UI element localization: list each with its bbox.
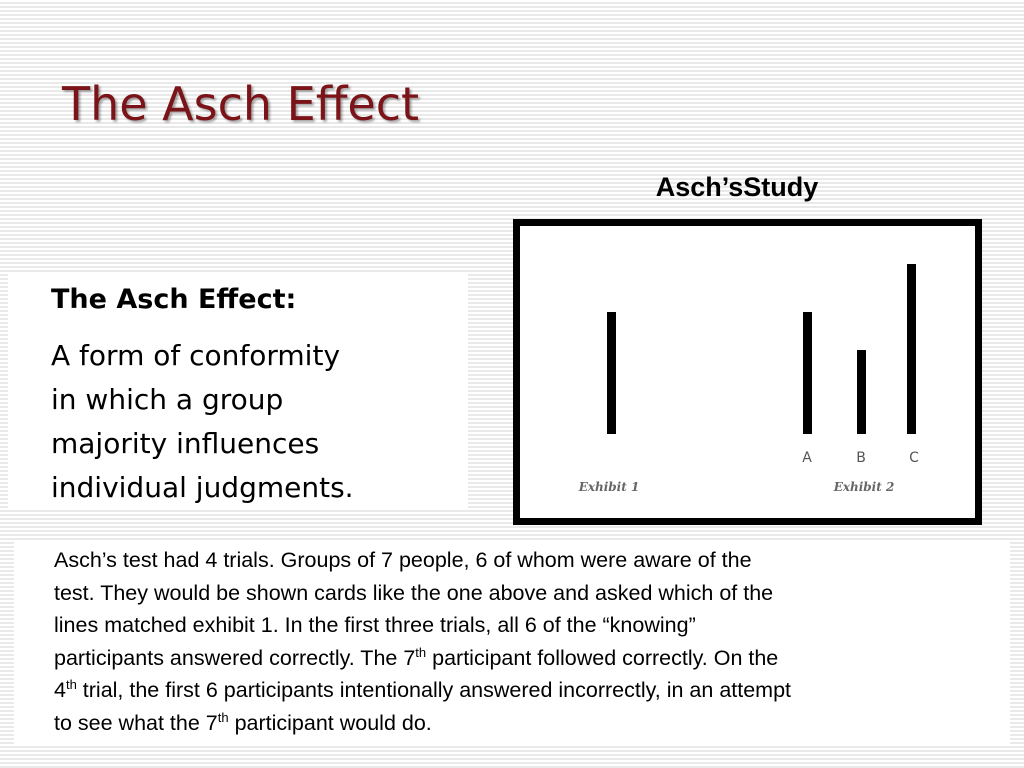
- line-comparison-figure: [520, 226, 975, 518]
- description-text: trial, the first 6 participants intentionally answered incorrectly, in an attempt: [76, 678, 792, 702]
- description-text: 4: [54, 678, 66, 702]
- definition-line: individual judgments.: [51, 471, 354, 504]
- choice-label-c: C: [909, 450, 919, 466]
- exhibit-2-label: Exhibit 2: [833, 480, 895, 494]
- description-line: [54, 707, 1004, 740]
- description-text: participant would do.: [228, 710, 432, 735]
- description-text: participant followed correctly. On the: [426, 645, 779, 670]
- definition-line: majority influences: [51, 427, 320, 460]
- description-panel: [14, 540, 1010, 744]
- ordinal-suffix: th: [65, 676, 77, 692]
- description-line: lines matched exhibit 1. In the first three trials, all 6 of the “knowing”: [54, 613, 696, 637]
- definition-term: The Asch Effect:: [51, 284, 297, 315]
- choice-label-b: B: [856, 450, 866, 466]
- ordinal-suffix: th: [415, 644, 427, 660]
- description-line: Asch’s test had 4 trials. Groups of 7 people, 6 of whom were aware of the: [54, 548, 752, 572]
- ordinal-suffix: th: [217, 709, 229, 725]
- study-heading: Asch’sStudy: [655, 172, 819, 202]
- description-line: test. They would be shown cards like the one above and asked which of the: [54, 580, 774, 605]
- description-line: [54, 642, 1004, 675]
- asch-study-card: [513, 219, 982, 525]
- description-text: participants answered correctly. The 7: [54, 645, 416, 670]
- slide-title: The Asch Effect: [62, 77, 420, 131]
- definition-line: in which a group: [51, 383, 284, 416]
- comparison-line-c: [907, 264, 916, 434]
- definition-panel: [8, 272, 468, 508]
- definition-line: A form of conformity: [51, 339, 341, 372]
- choice-label-a: A: [802, 450, 812, 466]
- exhibit-1-reference-line: [607, 312, 616, 434]
- definition-text: [51, 334, 466, 510]
- comparison-line-b: [857, 350, 866, 434]
- description-line: [54, 674, 1004, 707]
- exhibit-1-label: Exhibit 1: [578, 480, 640, 494]
- comparison-line-a: [803, 312, 812, 434]
- description-text: to see what the 7: [54, 710, 218, 735]
- study-description: [54, 544, 1004, 739]
